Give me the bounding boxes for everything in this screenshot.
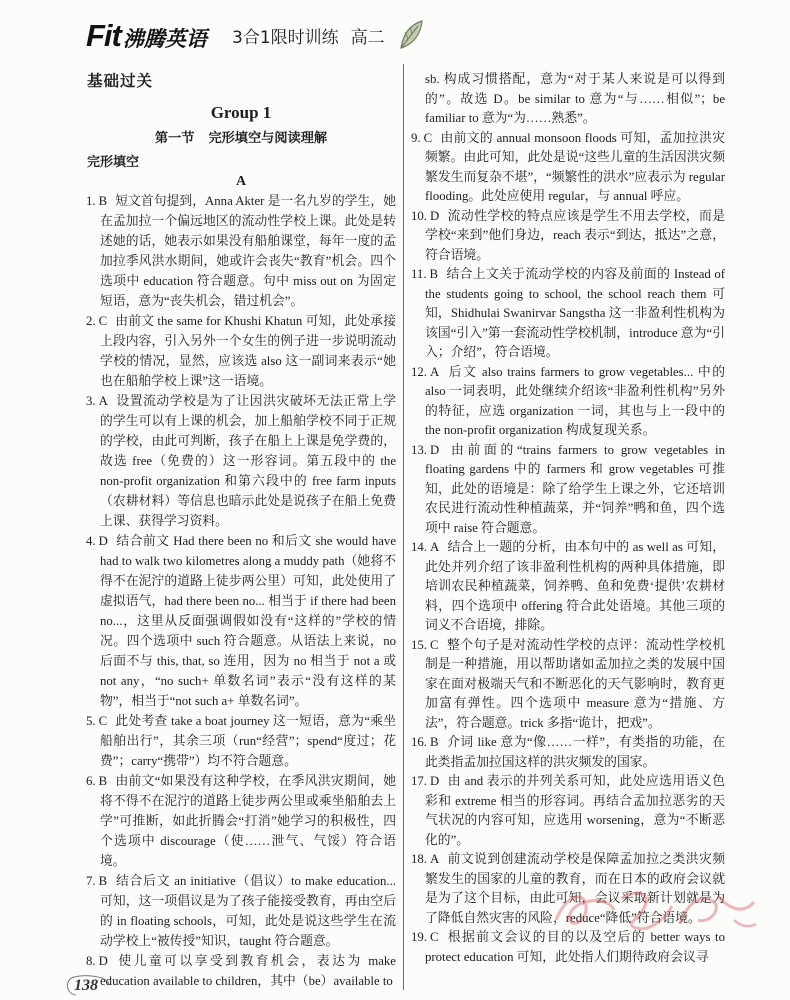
item-explanation: 结合上文关于流动学校的内容及前面的 Instead of the students going to school, the school reach them 可知，Shidhulai Swanirvar Sangstha 这一非盈利性机构为该国“引入”第一套流动性学校机制，introduce 意为“引入；介绍”，符合语境。 <box>425 267 725 359</box>
item-number: 3. <box>86 394 96 408</box>
answer-list-left <box>86 191 396 991</box>
item-explanation: 结合上一题的分析，由本句中的 as well as 可知，此处并列介绍了该非盈利性机构的两种具体措施，即培训农民种植蔬菜，饲养鸭、鱼和免费‘提供’农耕材料，四个选项中 offering 符合此处语境。其他三项的词义不合语境，排除。 <box>425 540 725 632</box>
column-divider <box>403 64 404 990</box>
item-explanation: 整个句子是对流动性学校的点评：流动性学校机制是一种措施，用以帮助诸如孟加拉之类的发展中国家在面对极端天气和不断恶化的天气影响时，教育更加富有弹性。四个选项中 measure 意为“措施、方法”，符合题意。trick 多指“诡计，把戏”。 <box>425 637 725 730</box>
answer-item <box>86 951 396 991</box>
item-number: 10. <box>411 208 427 223</box>
item-answer: C <box>430 930 439 944</box>
answer-item <box>411 207 725 266</box>
answer-item <box>86 711 396 771</box>
item-number: 4. <box>86 534 96 548</box>
item-explanation: 此处考查 take a boat journey 这一短语，意为“乘坐船舶出行”，其余三项（run“经营”；spend“度过；花费”；carry“携带”）均不符合题意。 <box>100 714 396 768</box>
left-column <box>86 66 396 994</box>
item-number: 17. <box>411 774 427 788</box>
brand-chinese: 沸腾英语 <box>122 27 207 51</box>
part-label: 第一节 <box>154 130 195 145</box>
item-explanation: 由前文的 annual monsoon floods 可知，孟加拉洪灾频繁。由此可知，此处是说“这些儿童的生活因洪灾频繁发生而复杂不堪”，“频繁性的洪水”应表示为 regular flooding。此处应使用 regular，与 annual 呼应。 <box>425 130 725 203</box>
item-number: 18. <box>411 852 427 866</box>
leaf-icon <box>396 18 426 52</box>
series-name: 3合1限时训练 <box>232 28 339 48</box>
item-explanation: 由前文 the same for Khushi Khatun 可知，此处承接上段内容，引入另外一个女生的例子进一步说明流动学校的情况，显然，应该选 also 这一副词来表示“她也在船舶学校上课”这一语境。 <box>100 314 396 388</box>
item-number: 1. <box>86 194 96 208</box>
item-explanation: 设置流动学校是为了让因洪灾破坏无法正常上学的学生可以有上课的机会，加上船舶学校不同于正规的学校，由此可判断，孩子在船上上课是免学费的，故选 free（免费的）这一形容词。第五段中的 the non-profit organization 和第六段中的 free farm inputs（农耕材料）等信息也暗示此处是说孩子在船上免费上课、获得学习资料。 <box>100 394 396 528</box>
item-number: 11. <box>411 267 427 281</box>
item-explanation: 结合前文 Had there been no 和后文 she would have had to walk two kilometres along a muddy path（她将不得不在泥泞的道路上徒步两公里）可知，此处使用了虚拟语气，had there been no... 相当于 if there had been no...，这里从反面强调假如没有“这样的”学校的情况。四个选项中 such 符合题意。从语法上来说，no 后面不与 this, that, so 连用，因为 no 相当于 not a 或 not any，“no such+ 单数名词”表示“没有这样的某物”，相当于“not such a+ 单数名词”。 <box>100 534 396 708</box>
item-explanation: 由 and 表示的并列关系可知，此处应选用语义色彩和 extreme 相当的形容词。再结合孟加拉恶劣的天气状况的内容可知，应选用 worsening，意为“不断恶化的”。 <box>425 774 725 847</box>
item-answer: B <box>430 735 439 749</box>
item-number: 19. <box>411 930 427 944</box>
item-explanation: 短文首句提到，Anna Akter 是一名九岁的学生，她在孟加拉一个偏远地区的流动性学校上课。此处是转述她的话，她表示如果没有船舶课堂，每年一度的孟加拉季风洪水期间，她或许会丧失“教育”机会。四个选项中 education 符合题意。句中 miss out on 为固定短语，意为“丧失机会，错过机会”。 <box>100 194 396 308</box>
item-number: 7. <box>86 874 96 888</box>
answer-list-right <box>411 70 725 967</box>
answer-item <box>411 129 725 207</box>
item-answer: B <box>98 774 108 788</box>
item-number: 12. <box>411 364 427 379</box>
group-heading: Group 1 <box>210 103 272 122</box>
answer-item <box>411 636 725 734</box>
item-explanation: 由前文“如果没有这种学校，在季风洪灾期间，她将不得不在泥泞的道路上徒步两公里或乘坐船舶去上学”可推断，如此折腾会“打消”她学习的积极性，四个选项中 discourage（使……泄气、气馁）符合语境。 <box>100 774 396 868</box>
passage-label: A <box>235 174 247 189</box>
item-answer: C <box>423 130 433 145</box>
right-column <box>411 66 725 981</box>
brand-logo <box>86 18 207 54</box>
item-explanation: 流动性学校的特点应该是学生不用去学校，而是学校“来到”他们身边，reach 表示“到达，抵达”之意，符合语境。 <box>425 208 725 262</box>
item-answer: A <box>98 394 108 408</box>
grade-label: 高二 <box>350 28 385 48</box>
answer-item <box>86 391 396 531</box>
item-number: 9. <box>411 130 421 145</box>
answer-item <box>411 265 725 363</box>
item-number: 6. <box>86 774 96 788</box>
answer-item <box>86 191 396 311</box>
item-number: 14. <box>411 540 427 554</box>
item-explanation: 使儿童可以享受到教育机会，表达为 make education available to children，其中（be）available to <box>100 954 396 988</box>
item-answer: A <box>430 540 440 554</box>
subsection-heading: 完形填空 <box>87 154 140 169</box>
part-title: 完形填空与阅读理解 <box>208 130 328 145</box>
item-explanation: 前文说到创建流动学校是保障孟加拉之类洪灾频繁发生的国家的儿童的教育，而在日本的政府会议就是为了这个目标，由此可知，会议采取新计划就是为了降低自然灾害的风险，reduce“降低”符合语境。 <box>425 852 725 925</box>
section-title: 基础过关 <box>87 72 154 90</box>
item-explanation: 后文 also trains farmers to grow vegetables... 中的 also 一词表明，此处继续介绍该“非盈利性机构”另外的特征，应选 organization 一词，其也与上一段中的 the non-profit organization 构成复现关系。 <box>425 364 725 437</box>
part-heading <box>86 128 396 148</box>
item-answer: D <box>430 774 440 788</box>
page-number: 138 <box>74 977 98 994</box>
item-number: 13. <box>411 442 427 457</box>
item-answer: D <box>430 442 440 457</box>
item-answer: D <box>98 534 108 548</box>
answer-item <box>411 538 725 636</box>
answer-item <box>86 871 396 951</box>
answer-item <box>86 771 396 871</box>
item-answer: D <box>98 954 108 968</box>
item-number: 8. <box>86 954 96 968</box>
item-answer: A <box>430 364 440 379</box>
item-explanation: 介词 like 意为“像……一样”，有类指的功能，在此类指孟加拉国这样的洪灾频发的国家。 <box>425 735 725 769</box>
item-number: 2. <box>86 314 96 328</box>
item-answer: C <box>98 314 108 328</box>
item-explanation: 由前面的“trains farmers to grow vegetables in floating gardens 中的 farmers 和 grow vegetables 可推知，此处的语境是：除了给学生上课之外，它还培训农民进行流动性种植蔬菜，并“饲养”鸭和鱼，四个选项中 raise 符合题意。 <box>425 442 725 535</box>
answer-item <box>86 311 396 391</box>
item-explanation: 结合后文 an initiative（倡议）to make education... 可知，这一项倡议是为了孩子能接受教育，再由空后的 in floating schools，可知，此处是说这些学生在流动学校上“被传授”知识，taught 符合题意。 <box>100 874 396 948</box>
page-number-badge <box>62 974 112 998</box>
answer-item <box>411 441 725 539</box>
item-answer: C <box>98 714 108 728</box>
item-explanation: 根据前文会议的目的以及空后的 better ways to protect education 可知，此处指人们期待政府会议寻 <box>425 930 725 964</box>
item-answer: B <box>429 267 439 281</box>
red-watermark-stamp <box>548 880 763 940</box>
answer-item <box>86 531 396 711</box>
item-continuation: sb. 构成习惯搭配，意为“对于某人来说是可以得到的”。故选 D。be similar to 意为“与……相似”；be familiar to 意为“为……熟悉”。 <box>425 72 725 125</box>
series-title <box>232 26 385 50</box>
item-number: 16. <box>411 735 427 749</box>
item-number: 15. <box>411 637 427 652</box>
item-number: 5. <box>86 714 96 728</box>
item-answer: D <box>430 208 440 223</box>
answer-item <box>411 363 725 441</box>
item-answer: B <box>98 194 108 208</box>
answer-item <box>411 733 725 772</box>
brand-latin: Fit <box>86 18 121 53</box>
item-answer: C <box>430 637 439 652</box>
answer-item <box>411 772 725 850</box>
item-answer: B <box>98 874 108 888</box>
item-answer: A <box>430 852 440 866</box>
